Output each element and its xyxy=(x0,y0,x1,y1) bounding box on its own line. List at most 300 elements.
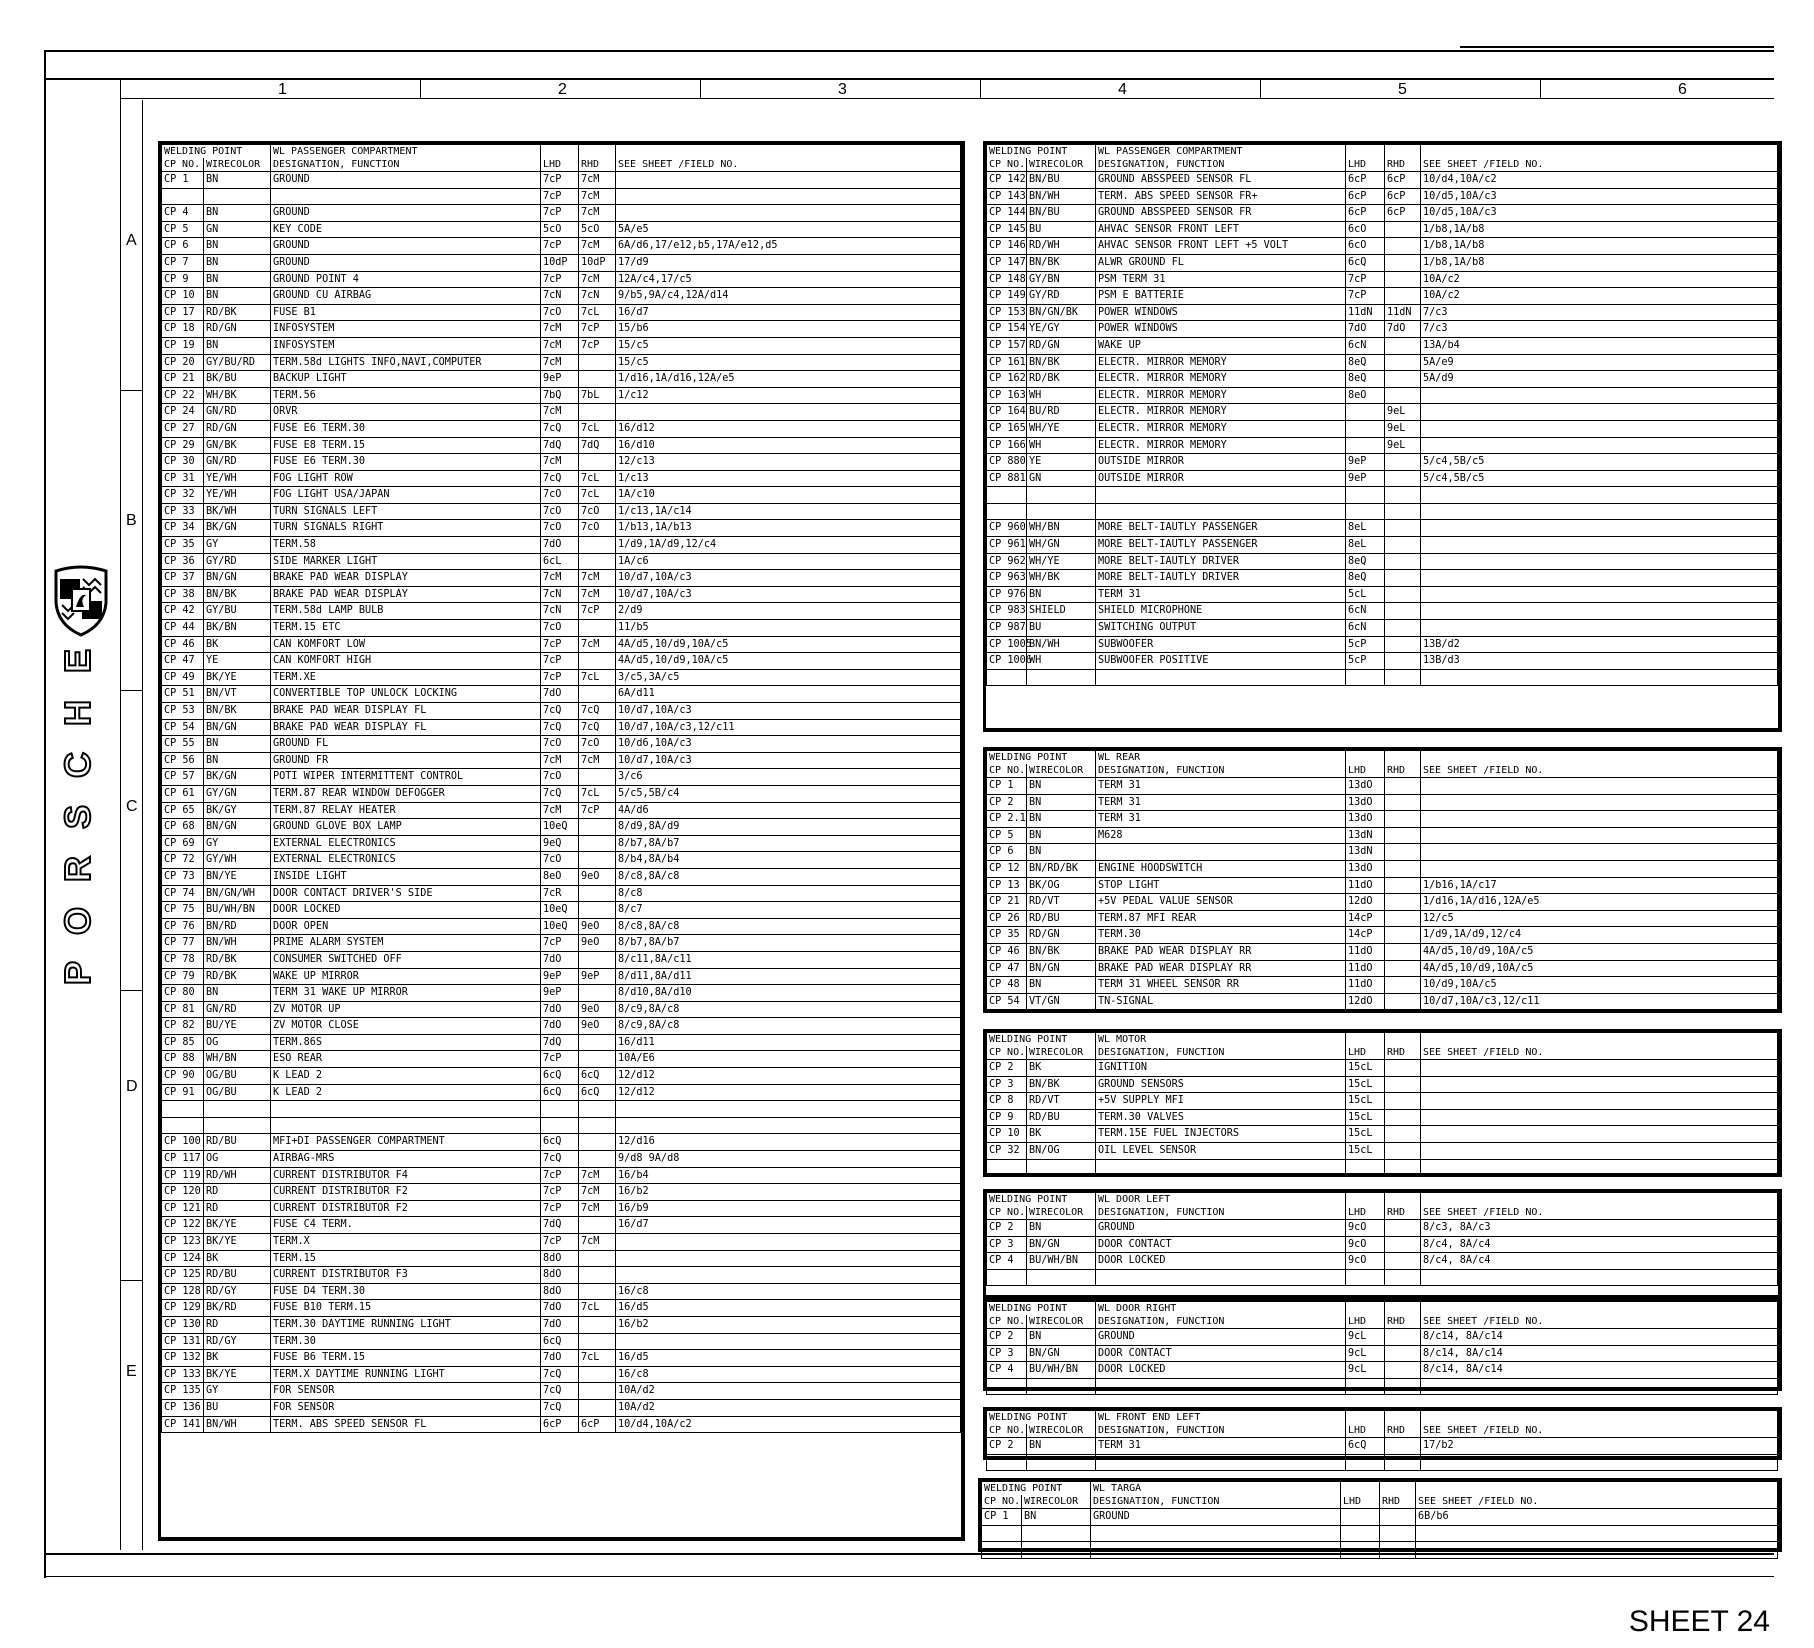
table-row xyxy=(987,894,1778,911)
wire-color: BK xyxy=(1027,1126,1096,1143)
wire-color: GY/BU/RD xyxy=(204,354,271,371)
lhd-position: 6cN xyxy=(1346,620,1385,637)
frame-left-inner xyxy=(120,80,121,1550)
table-front-end-left xyxy=(983,1407,1782,1460)
table-row xyxy=(162,1001,961,1018)
designation: OUTSIDE MIRROR xyxy=(1096,454,1346,471)
table-row xyxy=(162,1051,961,1068)
lhd-position: 7cM xyxy=(541,321,579,338)
see-sheet-ref: 6A/d11 xyxy=(616,686,961,703)
cp-number: CP 75 xyxy=(162,902,204,919)
table-row xyxy=(987,1253,1778,1270)
lhd-position: 15cL xyxy=(1346,1060,1385,1077)
table-row xyxy=(987,943,1778,960)
wire-color: BU xyxy=(204,1399,271,1416)
table-row xyxy=(987,1109,1778,1126)
wire-color: GY/RD xyxy=(204,553,271,570)
rhd-position: 6cP xyxy=(1385,205,1421,222)
table-header-row xyxy=(987,1033,1778,1047)
designation: TERM.15E FUEL INJECTORS xyxy=(1096,1126,1346,1143)
table-row xyxy=(987,960,1778,977)
lhd-position: 13dN xyxy=(1346,827,1385,844)
designation: TERM.XE xyxy=(271,669,541,686)
rhd-position xyxy=(579,553,616,570)
frame-left-outer xyxy=(44,50,46,1578)
wire-color: GY xyxy=(204,1383,271,1400)
rhd-position: 7cL xyxy=(579,420,616,437)
lhd-position: 7cP xyxy=(541,1200,579,1217)
table-row xyxy=(987,778,1778,795)
see-sheet-ref xyxy=(1421,586,1778,603)
wire-color xyxy=(204,1101,271,1118)
see-sheet-ref: 1/d9,1A/d9,12/c4 xyxy=(1421,927,1778,944)
see-sheet-ref: 1/b16,1A/c17 xyxy=(1421,877,1778,894)
header-blank xyxy=(1385,1411,1421,1425)
table-row xyxy=(162,868,961,885)
see-sheet-ref: 2/d9 xyxy=(616,603,961,620)
rhd-position xyxy=(1385,927,1421,944)
rhd-position xyxy=(1385,371,1421,388)
wire-color: WH/BK xyxy=(1027,570,1096,587)
rhd-position xyxy=(579,620,616,637)
see-sheet-ref xyxy=(1421,811,1778,828)
wire-color: BN/GN xyxy=(204,719,271,736)
rhd-position xyxy=(1385,553,1421,570)
table-row xyxy=(987,420,1778,437)
lhd-position: 7dO xyxy=(541,1001,579,1018)
wire-color: BK/OG xyxy=(1027,877,1096,894)
designation: DOOR CONTACT xyxy=(1096,1345,1346,1362)
table-row xyxy=(162,951,961,968)
designation: M628 xyxy=(1096,827,1346,844)
lhd-position: 9cL xyxy=(1346,1362,1385,1379)
designation: GROUND ABSSPEED SENSOR FR xyxy=(1096,205,1346,222)
cp-number: CP 146 xyxy=(987,238,1027,255)
table-row xyxy=(162,752,961,769)
wire-color: BK xyxy=(204,1250,271,1267)
table-row xyxy=(162,769,961,786)
wire-color: GY/BN xyxy=(1027,271,1096,288)
wire-color: BN/WH xyxy=(1027,636,1096,653)
lhd-position: 6cP xyxy=(1346,172,1385,189)
rhd-position xyxy=(1385,1329,1421,1346)
see-sheet-ref xyxy=(1421,503,1778,520)
cp-number: CP 2 xyxy=(987,1220,1027,1237)
see-sheet-ref: 8/b4,8A/b4 xyxy=(616,852,961,869)
table-row xyxy=(162,935,961,952)
see-sheet-ref: 9/b5,9A/c4,12A/d14 xyxy=(616,288,961,305)
wire-color: BN xyxy=(1027,844,1096,861)
see-sheet-ref: 12A/c4,17/c5 xyxy=(616,271,961,288)
welding-point-label: WELDING POINT xyxy=(987,145,1096,159)
lhd-position: 6cQ xyxy=(541,1068,579,1085)
see-sheet-ref: 10A/d2 xyxy=(616,1399,961,1416)
table-row xyxy=(162,918,961,935)
cp-number: CP 2 xyxy=(987,1060,1027,1077)
designation: FUSE C4 TERM. xyxy=(271,1217,541,1234)
see-sheet-ref: 7/c3 xyxy=(1421,321,1778,338)
designation: POWER WINDOWS xyxy=(1096,321,1346,338)
table-row xyxy=(987,669,1778,686)
table-header-row xyxy=(987,1302,1778,1316)
lhd-position: 6cL xyxy=(541,553,579,570)
cp-number: CP 6 xyxy=(162,238,204,255)
cp-number: CP 36 xyxy=(162,553,204,570)
rhd-position: 9eL xyxy=(1385,420,1421,437)
designation: KEY CODE xyxy=(271,221,541,238)
see-sheet-ref xyxy=(616,172,961,189)
table-row xyxy=(162,1383,961,1400)
wire-color: GY xyxy=(204,537,271,554)
cp-number: CP 2.1 xyxy=(987,811,1027,828)
wire-color xyxy=(204,1117,271,1134)
see-sheet-ref: 8/b7,8A/b7 xyxy=(616,835,961,852)
cp-number: CP 48 xyxy=(987,977,1027,994)
lhd-position: 7cM xyxy=(541,752,579,769)
wire-color: BK/GY xyxy=(204,802,271,819)
rhd-position xyxy=(1385,354,1421,371)
see-sheet-ref: 10A/c2 xyxy=(1421,288,1778,305)
lhd-position: 9cO xyxy=(1346,1236,1385,1253)
see-sheet-ref: 17/d9 xyxy=(616,254,961,271)
lhd-position: 5cL xyxy=(1346,586,1385,603)
brand-letter: E xyxy=(57,649,98,674)
see-sheet-ref: 6A/d6,17/e12,b5,17A/e12,d5 xyxy=(616,238,961,255)
lhd-position: 8eL xyxy=(1346,520,1385,537)
wire-color-header: WIRECOLOR xyxy=(1027,158,1096,172)
cp-number: CP 960 xyxy=(987,520,1027,537)
table-row xyxy=(162,520,961,537)
rhd-position xyxy=(579,1383,616,1400)
lhd-position: 7cO xyxy=(541,503,579,520)
cp-no-header: CP NO. xyxy=(987,764,1027,778)
lhd-position: 7cO xyxy=(541,852,579,869)
designation: GROUND xyxy=(1096,1329,1346,1346)
lhd-position: 7cP xyxy=(1346,271,1385,288)
table-row xyxy=(987,636,1778,653)
wire-color xyxy=(1027,1159,1096,1176)
lhd-position: 15cL xyxy=(1346,1093,1385,1110)
rhd-position: 7cM xyxy=(579,570,616,587)
frame-corner-mark xyxy=(1460,46,1774,48)
rhd-position xyxy=(579,819,616,836)
lhd-position: 14cP xyxy=(1346,910,1385,927)
designation: ELECTR. MIRROR MEMORY xyxy=(1096,371,1346,388)
cp-number: CP 49 xyxy=(162,669,204,686)
cp-number xyxy=(987,1378,1027,1395)
table-row xyxy=(162,254,961,271)
cp-number: CP 9 xyxy=(162,271,204,288)
see-sheet-ref: 16/d10 xyxy=(616,437,961,454)
designation: GROUND SENSORS xyxy=(1096,1076,1346,1093)
wire-color: BK/YE xyxy=(204,669,271,686)
lhd-position: 11dO xyxy=(1346,977,1385,994)
see-sheet-ref: 4A/d5,10/d9,10A/c5 xyxy=(1421,960,1778,977)
header-blank xyxy=(1421,1302,1778,1316)
see-sheet-ref: 4A/d6 xyxy=(616,802,961,819)
see-sheet-header: SEE SHEET /FIELD NO. xyxy=(1416,1495,1778,1509)
rhd-position xyxy=(1385,603,1421,620)
designation: GROUND GLOVE BOX LAMP xyxy=(271,819,541,836)
cp-number: CP 163 xyxy=(987,387,1027,404)
table-header-row xyxy=(987,751,1778,765)
cp-number: CP 47 xyxy=(162,653,204,670)
lhd-position xyxy=(1346,1269,1385,1286)
designation: TN-SIGNAL xyxy=(1096,993,1346,1010)
wire-color: BN/BU xyxy=(1027,172,1096,189)
cp-number: CP 4 xyxy=(162,205,204,222)
designation: DOOR LOCKED xyxy=(1096,1253,1346,1270)
designation: GROUND xyxy=(271,254,541,271)
wire-color: GN xyxy=(204,221,271,238)
rhd-position: 7cM xyxy=(579,752,616,769)
see-sheet-ref: 8/c9,8A/c8 xyxy=(616,1018,961,1035)
wire-color: YE xyxy=(204,653,271,670)
cp-number: CP 54 xyxy=(987,993,1027,1010)
lhd-position: 6cO xyxy=(1346,221,1385,238)
cp-number: CP 123 xyxy=(162,1234,204,1251)
lhd-header: LHD xyxy=(1341,1495,1380,1509)
rhd-position xyxy=(579,885,616,902)
wire-color: RD xyxy=(204,1316,271,1333)
lhd-position: 7cQ xyxy=(541,1366,579,1383)
column-number: 2 xyxy=(558,81,567,98)
lhd-position: 7cP xyxy=(541,1051,579,1068)
cp-number: CP 130 xyxy=(162,1316,204,1333)
wire-color: BN/OG xyxy=(1027,1142,1096,1159)
wire-color: BN xyxy=(1027,977,1096,994)
cp-number: CP 6 xyxy=(987,844,1027,861)
designation: POTI WIPER INTERMITTENT CONTROL xyxy=(271,769,541,786)
see-sheet-ref xyxy=(1421,1159,1778,1176)
wire-color: BN xyxy=(1027,1438,1096,1455)
cp-number xyxy=(987,487,1027,504)
cp-number: CP 3 xyxy=(987,1076,1027,1093)
header-blank xyxy=(1421,1411,1778,1425)
brand-letter: P xyxy=(57,961,98,986)
table-row xyxy=(162,1333,961,1350)
rhd-position: 9eO xyxy=(579,918,616,935)
rhd-position xyxy=(1385,827,1421,844)
lhd-position xyxy=(541,1117,579,1134)
table-row xyxy=(162,487,961,504)
wire-color: WH xyxy=(1027,653,1096,670)
wire-color: RD/GN xyxy=(1027,927,1096,944)
table-row xyxy=(162,288,961,305)
designation: TERM 31 xyxy=(1096,586,1346,603)
welding-point-label: WELDING POINT xyxy=(987,1411,1096,1425)
cp-number: CP 85 xyxy=(162,1034,204,1051)
rhd-position: 9eL xyxy=(1385,404,1421,421)
cp-number: CP 7 xyxy=(162,254,204,271)
designation: ELECTR. MIRROR MEMORY xyxy=(1096,387,1346,404)
lhd-position: 6cO xyxy=(1346,238,1385,255)
see-sheet-ref: 16/d5 xyxy=(616,1350,961,1367)
rhd-position xyxy=(1385,993,1421,1010)
rhd-position xyxy=(1385,669,1421,686)
designation: OUTSIDE MIRROR xyxy=(1096,470,1346,487)
wire-color xyxy=(1022,1542,1091,1559)
rhd-position xyxy=(1385,877,1421,894)
lhd-position: 7cQ xyxy=(541,719,579,736)
designation: STOP LIGHT xyxy=(1096,877,1346,894)
cp-number: CP 81 xyxy=(162,1001,204,1018)
table-row xyxy=(162,1267,961,1284)
cp-number: CP 142 xyxy=(987,172,1027,189)
rhd-position: 7cP xyxy=(579,337,616,354)
cp-number: CP 3 xyxy=(987,1236,1027,1253)
table-title: WL PASSENGER COMPARTMENT xyxy=(1096,145,1346,159)
lhd-position: 6cQ xyxy=(1346,254,1385,271)
table-title: WL FRONT END LEFT xyxy=(1096,1411,1346,1425)
see-sheet-ref xyxy=(1421,437,1778,454)
see-sheet-ref xyxy=(1421,1093,1778,1110)
lhd-header: LHD xyxy=(1346,1206,1385,1220)
rhd-position xyxy=(1385,221,1421,238)
see-sheet-ref xyxy=(1421,553,1778,570)
wire-color: BN/WH xyxy=(204,1416,271,1433)
wire-color: BN xyxy=(1027,586,1096,603)
lhd-position: 7cN xyxy=(541,586,579,603)
see-sheet-ref: 5A/d9 xyxy=(1421,371,1778,388)
lhd-position: 15cL xyxy=(1346,1142,1385,1159)
table-rear xyxy=(983,747,1782,1013)
wire-color: YE/GY xyxy=(1027,321,1096,338)
table-row xyxy=(162,420,961,437)
row-divider xyxy=(120,1280,142,1281)
see-sheet-ref: 13B/d2 xyxy=(1421,636,1778,653)
wire-color: BK/YE xyxy=(204,1234,271,1251)
wire-color: OG/BU xyxy=(204,1068,271,1085)
designation: AHVAC SENSOR FRONT LEFT xyxy=(1096,221,1346,238)
designation: DOOR OPEN xyxy=(271,918,541,935)
table-row xyxy=(987,337,1778,354)
designation-header: DESIGNATION, FUNCTION xyxy=(1096,1206,1346,1220)
see-sheet-ref: 10/d7,10A/c3 xyxy=(616,586,961,603)
cp-number: CP 2 xyxy=(987,1438,1027,1455)
see-sheet-ref: 10/d7,10A/c3 xyxy=(616,570,961,587)
designation: ENGINE HOODSWITCH xyxy=(1096,860,1346,877)
lhd-position: 5cO xyxy=(541,221,579,238)
wire-color: BU/RD xyxy=(1027,404,1096,421)
see-sheet-ref xyxy=(1421,1378,1778,1395)
wire-color-header: WIRECOLOR xyxy=(204,158,271,172)
wire-color: RD/BU xyxy=(204,1267,271,1284)
rhd-position xyxy=(1380,1542,1416,1559)
table-row xyxy=(987,1378,1778,1395)
table-row xyxy=(162,785,961,802)
wire-color: BN/BK xyxy=(204,586,271,603)
table-row xyxy=(162,636,961,653)
rhd-position: 6cP xyxy=(579,1416,616,1433)
rhd-position: 7cL xyxy=(579,470,616,487)
table-row xyxy=(987,794,1778,811)
lhd-position: 7cP xyxy=(1346,288,1385,305)
wire-color: RD xyxy=(204,1184,271,1201)
table-row xyxy=(162,1366,961,1383)
header-blank xyxy=(1421,1033,1778,1047)
wire-color: BN/BK xyxy=(1027,1076,1096,1093)
cp-number: CP 147 xyxy=(987,254,1027,271)
cp-number: CP 983 xyxy=(987,603,1027,620)
frame-inner-left xyxy=(142,100,143,1550)
designation: CONVERTIBLE TOP UNLOCK LOCKING xyxy=(271,686,541,703)
header-blank xyxy=(1385,145,1421,159)
designation xyxy=(1096,487,1346,504)
designation: +5V PEDAL VALUE SENSOR xyxy=(1096,894,1346,911)
wire-color: BN/WH xyxy=(204,935,271,952)
table-row xyxy=(162,686,961,703)
header-blank xyxy=(1385,751,1421,765)
wire-color: BN/VT xyxy=(204,686,271,703)
see-sheet-ref xyxy=(1416,1542,1778,1559)
designation: MORE BELT-IAUTLY DRIVER xyxy=(1096,570,1346,587)
wire-color: BN/GN xyxy=(204,570,271,587)
designation: MFI+DI PASSENGER COMPARTMENT xyxy=(271,1134,541,1151)
row-letter: E xyxy=(126,1363,137,1380)
designation: CURRENT DISTRIBUTOR F2 xyxy=(271,1184,541,1201)
lhd-position: 9cL xyxy=(1346,1345,1385,1362)
table-motor xyxy=(983,1029,1782,1177)
table-row xyxy=(162,1217,961,1234)
cp-number: CP 20 xyxy=(162,354,204,371)
welding-point-label: WELDING POINT xyxy=(162,145,271,159)
designation xyxy=(1091,1542,1341,1559)
brand-letter: H xyxy=(57,700,98,726)
lhd-position: 8dO xyxy=(541,1283,579,1300)
rhd-position xyxy=(1385,794,1421,811)
see-sheet-ref xyxy=(616,1333,961,1350)
see-sheet-ref: 5/c4,5B/c5 xyxy=(1421,470,1778,487)
cp-number: CP 117 xyxy=(162,1151,204,1168)
wire-color: BN/YE xyxy=(204,868,271,885)
cp-number: CP 46 xyxy=(987,943,1027,960)
cp-number: CP 26 xyxy=(987,910,1027,927)
welding-point-label: WELDING POINT xyxy=(987,1302,1096,1316)
cp-number: CP 22 xyxy=(162,387,204,404)
designation: GROUND xyxy=(271,238,541,255)
lhd-position xyxy=(1346,1454,1385,1471)
cp-number: CP 121 xyxy=(162,1200,204,1217)
designation: GROUND xyxy=(271,172,541,189)
designation: TERM.58d LIGHTS INFO,NAVI,COMPUTER xyxy=(271,354,541,371)
wire-color: BN/GN xyxy=(1027,960,1096,977)
table-column-header-row xyxy=(987,1046,1778,1060)
rhd-position xyxy=(1385,844,1421,861)
wire-color xyxy=(1022,1525,1091,1542)
lhd-header: LHD xyxy=(1346,764,1385,778)
lhd-header: LHD xyxy=(1346,1046,1385,1060)
rhd-position xyxy=(1385,1220,1421,1237)
see-sheet-ref: 17/b2 xyxy=(1421,1438,1778,1455)
cp-number xyxy=(987,1269,1027,1286)
see-sheet-header: SEE SHEET /FIELD NO. xyxy=(1421,1424,1778,1438)
cp-number: CP 3 xyxy=(987,1345,1027,1362)
see-sheet-ref: 10/d7,10A/c3,12/c11 xyxy=(1421,993,1778,1010)
cp-number: CP 100 xyxy=(162,1134,204,1151)
header-blank xyxy=(1421,145,1778,159)
table-row xyxy=(982,1509,1778,1526)
cp-number: CP 51 xyxy=(162,686,204,703)
see-sheet-ref: 8/c7 xyxy=(616,902,961,919)
designation: TERM.30 xyxy=(1096,927,1346,944)
designation: INFOSYSTEM xyxy=(271,321,541,338)
wire-color: GN/BK xyxy=(204,437,271,454)
wire-color: WH xyxy=(1027,437,1096,454)
brand-letter: C xyxy=(57,752,98,778)
rhd-position: 9eL xyxy=(1385,437,1421,454)
lhd-position: 7cP xyxy=(541,1167,579,1184)
